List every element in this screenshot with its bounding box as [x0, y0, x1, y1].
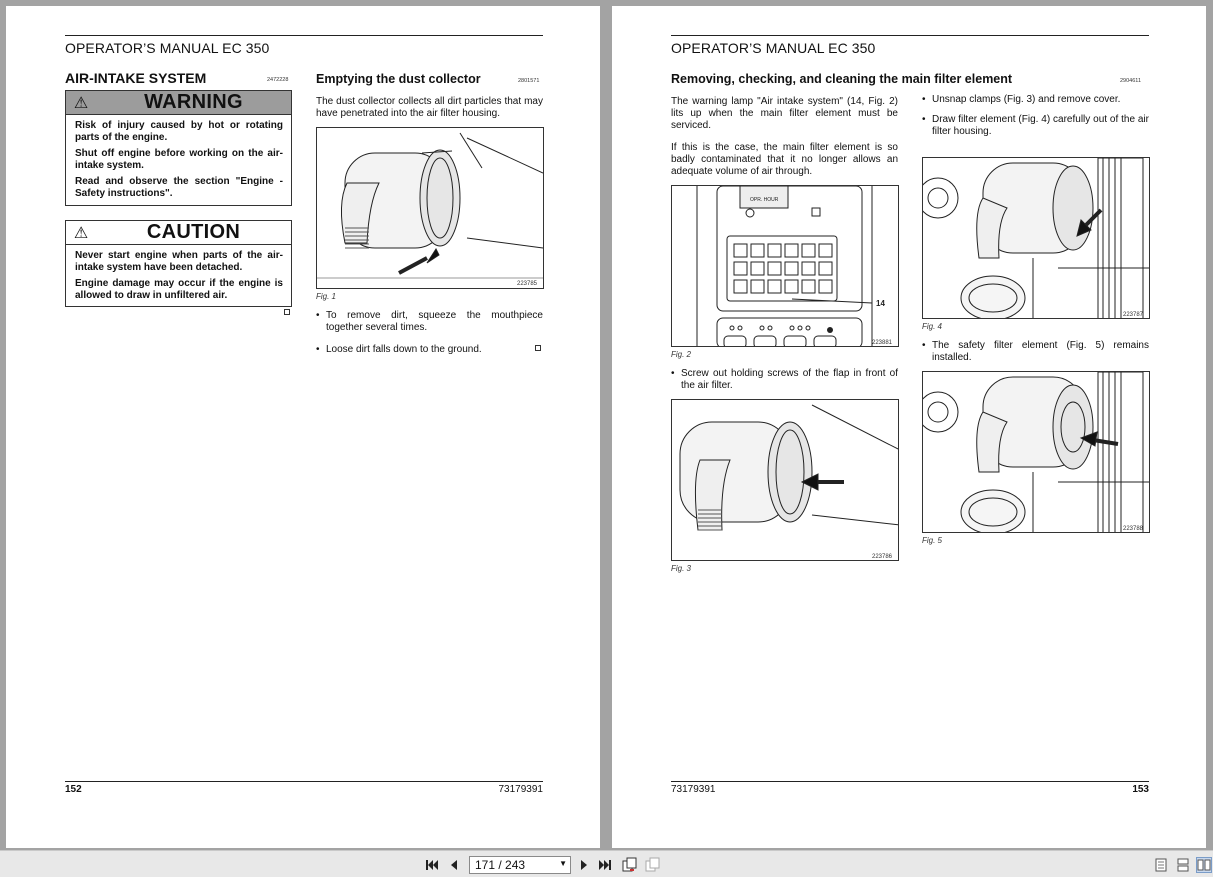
safety-filter-illustration: [923, 372, 1150, 533]
warning-line: Risk of injury caused by hot or rotating parts of the engine.: [75, 120, 283, 143]
figure-caption: Fig. 2: [671, 350, 692, 359]
figure-number: 223788: [1123, 526, 1144, 532]
list-item: • Loose dirt falls down to the ground.: [316, 344, 482, 355]
warning-box: [65, 90, 292, 206]
left-page: [6, 6, 600, 848]
page-footer: [671, 781, 1149, 795]
copy-icon[interactable]: [645, 857, 661, 873]
continuous-view-icon[interactable]: [1175, 857, 1191, 873]
filter-element-removal-illustration: [923, 158, 1150, 319]
rotate-icon[interactable]: [622, 857, 638, 873]
page-header: OPERATOR’S MANUAL EC 350: [65, 35, 543, 56]
section-code: 2472228: [267, 77, 289, 83]
dropdown-arrow-icon[interactable]: ▼: [559, 859, 567, 868]
end-of-section-mark: [284, 309, 290, 315]
page-number: 153: [1132, 784, 1149, 795]
caution-title: CAUTION: [146, 221, 241, 243]
warning-line: Read and observe the section "Engine - Safety instructions".: [75, 176, 283, 199]
caution-line: Never start engine when parts of the air-intake system have been detached.: [75, 250, 283, 273]
caution-line: Engine damage may occur if the engine is allowed to draw in unfiltered air.: [75, 278, 283, 301]
end-of-section-mark: [535, 345, 541, 351]
figure-4: [922, 157, 1150, 319]
last-page-icon[interactable]: [597, 857, 613, 873]
air-filter-illustration: [317, 128, 544, 289]
figure-caption: Fig. 3: [671, 564, 692, 573]
control-panel-illustration: [672, 186, 899, 347]
caution-box: [65, 220, 292, 307]
subsection-title: Emptying the dust collector: [316, 72, 481, 86]
paragraph: If this is the case, the main filter element is so badly contaminated that it no longer allows an adequate volume of air through.: [671, 142, 898, 177]
section-title: AIR-INTAKE SYSTEM: [65, 70, 207, 86]
list-item: • Screw out holding screws of the flap in front of the air filter.: [671, 368, 898, 391]
figure-caption: Fig. 4: [922, 322, 943, 331]
callout-label: 14: [876, 299, 885, 308]
page-header: OPERATOR’S MANUAL EC 350: [671, 35, 1149, 56]
figure-caption: Fig. 5: [922, 536, 943, 545]
page-footer: [65, 781, 543, 795]
first-page-icon[interactable]: [424, 857, 440, 873]
figure-3: [671, 399, 899, 561]
page-number: 152: [65, 784, 82, 795]
single-page-view-icon[interactable]: [1153, 857, 1169, 873]
figure-2: [671, 185, 899, 347]
right-page: [612, 6, 1206, 848]
air-filter-flap-illustration: [672, 400, 899, 561]
warning-line: Shut off engine before working on the air-intake system.: [75, 148, 283, 171]
display-label: OPR. HOUR: [750, 197, 779, 203]
list-item: • Draw filter element (Fig. 4) carefully out of the air filter housing.: [922, 114, 1149, 137]
warning-title: WARNING: [144, 91, 243, 113]
section-title: Removing, checking, and cleaning the main filter element: [671, 72, 1013, 86]
subsection-code: 2801571: [518, 78, 540, 84]
intro-text: The dust collector collects all dirt particles that may have penetrated into the air filter housing.: [316, 96, 543, 119]
list-item: • To remove dirt, squeeze the mouthpiece together several times.: [316, 310, 543, 333]
section-code: 2904611: [1120, 78, 1142, 84]
paragraph: The warning lamp "Air intake system" (14, Fig. 2) lits up when the main filter element must be serviced.: [671, 96, 898, 131]
prev-page-icon[interactable]: [446, 857, 462, 873]
viewer-toolbar: [0, 850, 1213, 877]
document-number: 73179391: [498, 784, 543, 795]
figure-caption: Fig. 1: [316, 292, 337, 301]
list-item: • Unsnap clamps (Fig. 3) and remove cover.: [922, 94, 1121, 105]
figure-number: 223787: [1123, 312, 1144, 318]
caution-triangle-icon: ⚠: [73, 224, 89, 242]
figure-1: [316, 127, 544, 289]
two-page-view-icon[interactable]: [1196, 857, 1212, 873]
figure-number: 223785: [517, 281, 538, 287]
document-number: 73179391: [671, 784, 716, 795]
warning-triangle-icon: ⚠: [73, 94, 89, 112]
next-page-icon[interactable]: [576, 857, 592, 873]
figure-5: [922, 371, 1150, 533]
list-item: • The safety filter element (Fig. 5) remains installed.: [922, 340, 1149, 363]
page-number-input[interactable]: 171 / 243 ▼: [469, 856, 571, 874]
figure-number: 223881: [872, 340, 893, 346]
figure-number: 223786: [872, 554, 893, 560]
